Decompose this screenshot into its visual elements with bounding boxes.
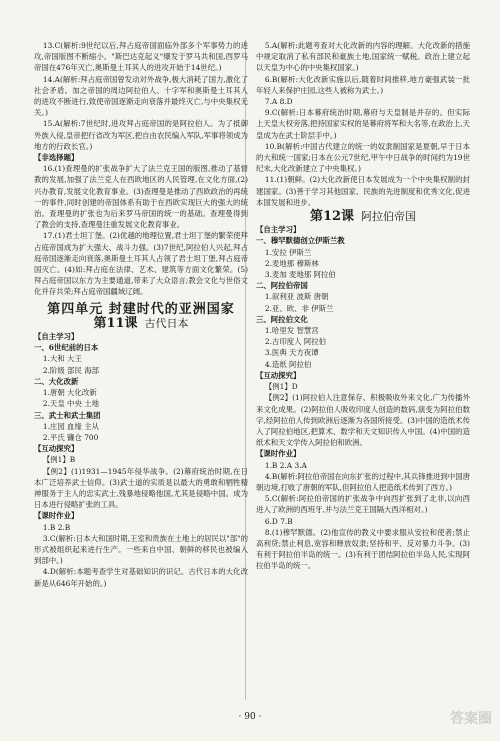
outline-item: 2.天皇 中央 土地	[42, 399, 99, 409]
answer-10: 10.B(解析:中国古代建立的统一的奴隶制国家是夏朝,早于日本的大和统一国家;日本在公元7世纪,甲午中日战争的时间约为19世纪末,大化改新建立了中央集权。)	[256, 141, 470, 174]
answer-6: 6.B(解析:大化改新实施以后,随着时间推移,地方豪强武装一批年轻人来保护庄园,这些人被称为武士。)	[256, 74, 470, 95]
answer-9: 9.C(解析:日本幕府统治时期,幕府与天皇制是并存的。但实际上天皇大权旁落,把持国家实权的是幕府将军和大名等,在政治上,天皇成为在武士阶层手中。)	[256, 108, 470, 140]
self-study-heading: 【自主学习】	[34, 332, 79, 342]
homework-answer: 1.B 2.A 3.A	[264, 460, 307, 470]
outline-item: 1.安拉 伊斯兰	[264, 247, 312, 257]
answer-14: 14.A(解析:拜占庭帝国曾发动对外战争,极大消耗了国力,激化了社会矛盾。加之帝国的周边阿拉伯人、十字军和奥斯曼土耳其人的进攻不断进行,致使帝国逐渐走向衰落并最终灭亡,与中央集权无关。)	[34, 74, 248, 118]
outline-item: 2.麦地那 穆斯林	[264, 258, 319, 268]
outline-item: 1.哈里发 智慧宫	[264, 326, 319, 336]
outline-item: 1.唐朝 大化改新	[42, 388, 97, 398]
self-study-heading: 【自主学习】	[256, 225, 301, 235]
left-column	[34, 40, 248, 589]
outline-item: 一、6世纪前的日本	[34, 343, 99, 353]
interact-heading: 【互动探究】	[34, 444, 79, 454]
lesson-12-name: 阿拉伯帝国	[361, 210, 417, 224]
lesson-11-title	[34, 315, 248, 331]
outline-item: 2.平氏 镰仓 700	[42, 432, 99, 442]
outline-item: 2.亚、欧、非 伊斯兰	[264, 303, 334, 313]
answer-7-8: 7.A 8.D	[264, 97, 293, 107]
outline-item: 1.庄园 血缘 主从	[42, 421, 99, 431]
answer-17: 17.(1)君士坦丁堡。(2)优越的地理位置,君士坦丁堡的繁荣使拜占庭帝国成为扩大强大、战斗力强。(3)7世纪,阿拉伯人兴起,拜占庭帝国逐渐走向衰落,奥斯曼土耳其人占领了君士坦丁堡,拜占庭帝国灭亡。(4)如:拜占庭在法律、艺术、建筑等方面文化繁荣。(5)拜占庭帝国以东方为主要通道,带来了大众语言;教会文化与世俗文化并存共荣;拜占庭帝国疆域辽阔。	[34, 231, 248, 297]
outline-item: 二、大化改新	[34, 376, 79, 386]
unit-title: 第四单元 封建时代的亚洲国家	[47, 301, 235, 317]
example-1: 【例1】D	[264, 382, 298, 392]
homework-answer: 8.(1)穆罕默德。(2)他宣传的教义中要求服从安拉和使者;禁止高利贷;禁止利息,宽容和释放奴隶;坚持和平、反对暴力斗争。(3)有利于阿拉伯半岛的统一。(3)有利于团结阿拉伯半岛人民,实现阿拉伯半岛的统一。	[256, 527, 470, 571]
homework-answer: 1.B 2.B	[42, 522, 71, 532]
outline-item: 三、阿拉伯文化	[256, 314, 308, 324]
homework-heading: 【课时作业】	[256, 449, 301, 459]
answer-5: 5.A(解析:此题考查对大化改新的内容的理解。大化改新的措施中规定取消了私有部民和豪族土地,国家统一赋税。政治上建立起以天皇为中心的中央集权国家。)	[256, 41, 470, 73]
example-2: 【例2】(1)阿拉伯人注意保存、积极吸收外来文化,广为传播外来文化成果。(2)阿拉伯人吸收印度人创造的数码,演变为阿拉伯数字,经阿拉伯人传到欧洲后逐渐为各国所接受。(3)中国的造纸术传入了阿拉伯地区,把算术、数学和天文知识传入中国。(4)中国的造纸术和天文学传入阿拉伯和欧洲。	[256, 393, 470, 448]
answer-15: 15.A(解析:7世纪时,进攻拜占庭帝国的是阿拉伯人。为了抵御外族入侵,皇帝把行省改为军区,把自由农民编入军队,军事将领成为地方的行政长官。)	[34, 119, 248, 151]
interact-heading: 【互动探究】	[256, 370, 301, 380]
outline-item: 一、穆罕默德创立伊斯兰教	[256, 236, 345, 246]
lesson-11-number: 第11课	[93, 315, 138, 331]
outline-item: 1.叙利亚 波斯 唐朝	[264, 292, 329, 302]
outline-item: 2.阶级 部民 海部	[42, 365, 99, 375]
homework-answer: 4.B(解析:阿拉伯帝国在向东扩张的过程中,其兵锋推进到中国唐朝边境,打败了唐朝的军队,但阿拉伯人把造纸术传到了西方。)	[256, 471, 470, 492]
answer-11: 11.(1)朝鲜。(2)大化改新使日本发展成为一个中央集权制的封建国家。(3)善于学习其他国家、民族的先进制度和优秀文化,促进本国发展和进步。	[256, 175, 470, 207]
homework-answer: 5.C(解析:阿拉伯帝国的扩张战争中向西扩张到了北非,以向西进入了欧洲的西班牙,并与法兰克王国隔大西洋相对。)	[256, 494, 470, 515]
lesson-11-name: 古代日本	[144, 316, 189, 330]
answer-16: 16.(1)查理曼的扩张战争扩大了法兰克王国的版图,推动了基督教的发展,加强了法兰克人在西欧地区的人民管理,在文化方面,(2)兴办教育,发展文化教育事业。(3)查理曼是推动了西欧政治的再统一的事件,同时创建的帝国体系有助于在西欧实现巨大的强大的统治。查理曼的扩张也为后来罗马帝国的统一的基础。查理曼得到了教会的支持,查理曼注重发展文化教育事业。	[34, 164, 248, 230]
lesson-12-title	[256, 209, 470, 225]
outline-item: 3.麦加 麦地那 阿拉伯	[264, 270, 336, 280]
outline-item: 二、阿拉伯帝国	[256, 281, 308, 291]
lesson-12-number: 第12课	[309, 209, 355, 225]
outline-item: 3.医典 天方夜谭	[264, 348, 319, 358]
watermark-logo: 答案圈	[450, 711, 492, 727]
outline-item: 4.造纸 阿拉伯	[264, 359, 312, 369]
outline-item: 2.古印度人 阿拉伯	[264, 337, 327, 347]
nonchoice-heading: 【非选择题】	[34, 153, 79, 163]
homework-answer: 4.D(解析:本题考查学生对基础知识的识记。古代日本的大化改新是从646年开始的。)	[34, 567, 248, 588]
example-2: 【例2】(1)1931—1945年侵华战争。(2)幕府统治时期,在日本广泛培养武士信仰。(3)武士道的实质是以最大的勇敢和牺牲精神服务于主人的忠实武士,残暴地侵略他国,尤其是侵略中国。成为日本进行侵略扩张的工具。	[34, 466, 248, 510]
answer-13: 13.C(解析:9世纪以后,拜占庭帝国面临外部多个军事势力的进攻,帝国版图不断缩小。"斯巴达克起义"爆发于罗马共和国,西罗马帝国在476年灭亡,奥斯曼土耳其人的进攻开始于14世纪。)	[34, 41, 248, 73]
outline-item: 三、武士和武士集团	[34, 410, 101, 420]
outline-item: 1.大和 大王	[42, 354, 82, 364]
example-1: 【例1】B	[42, 455, 76, 465]
homework-answer: 3.C(解析:日本大和国时期,王室和贵族在土地上的居民以"部"的形式被组织起来进行生产。一些来自中国、朝鲜的移民也被编入到部中。)	[34, 533, 248, 566]
homework-answer: 6.D 7.B	[264, 516, 293, 526]
page-number: · 90 ·	[238, 712, 262, 722]
right-column	[256, 40, 470, 572]
homework-heading: 【课时作业】	[34, 511, 79, 521]
